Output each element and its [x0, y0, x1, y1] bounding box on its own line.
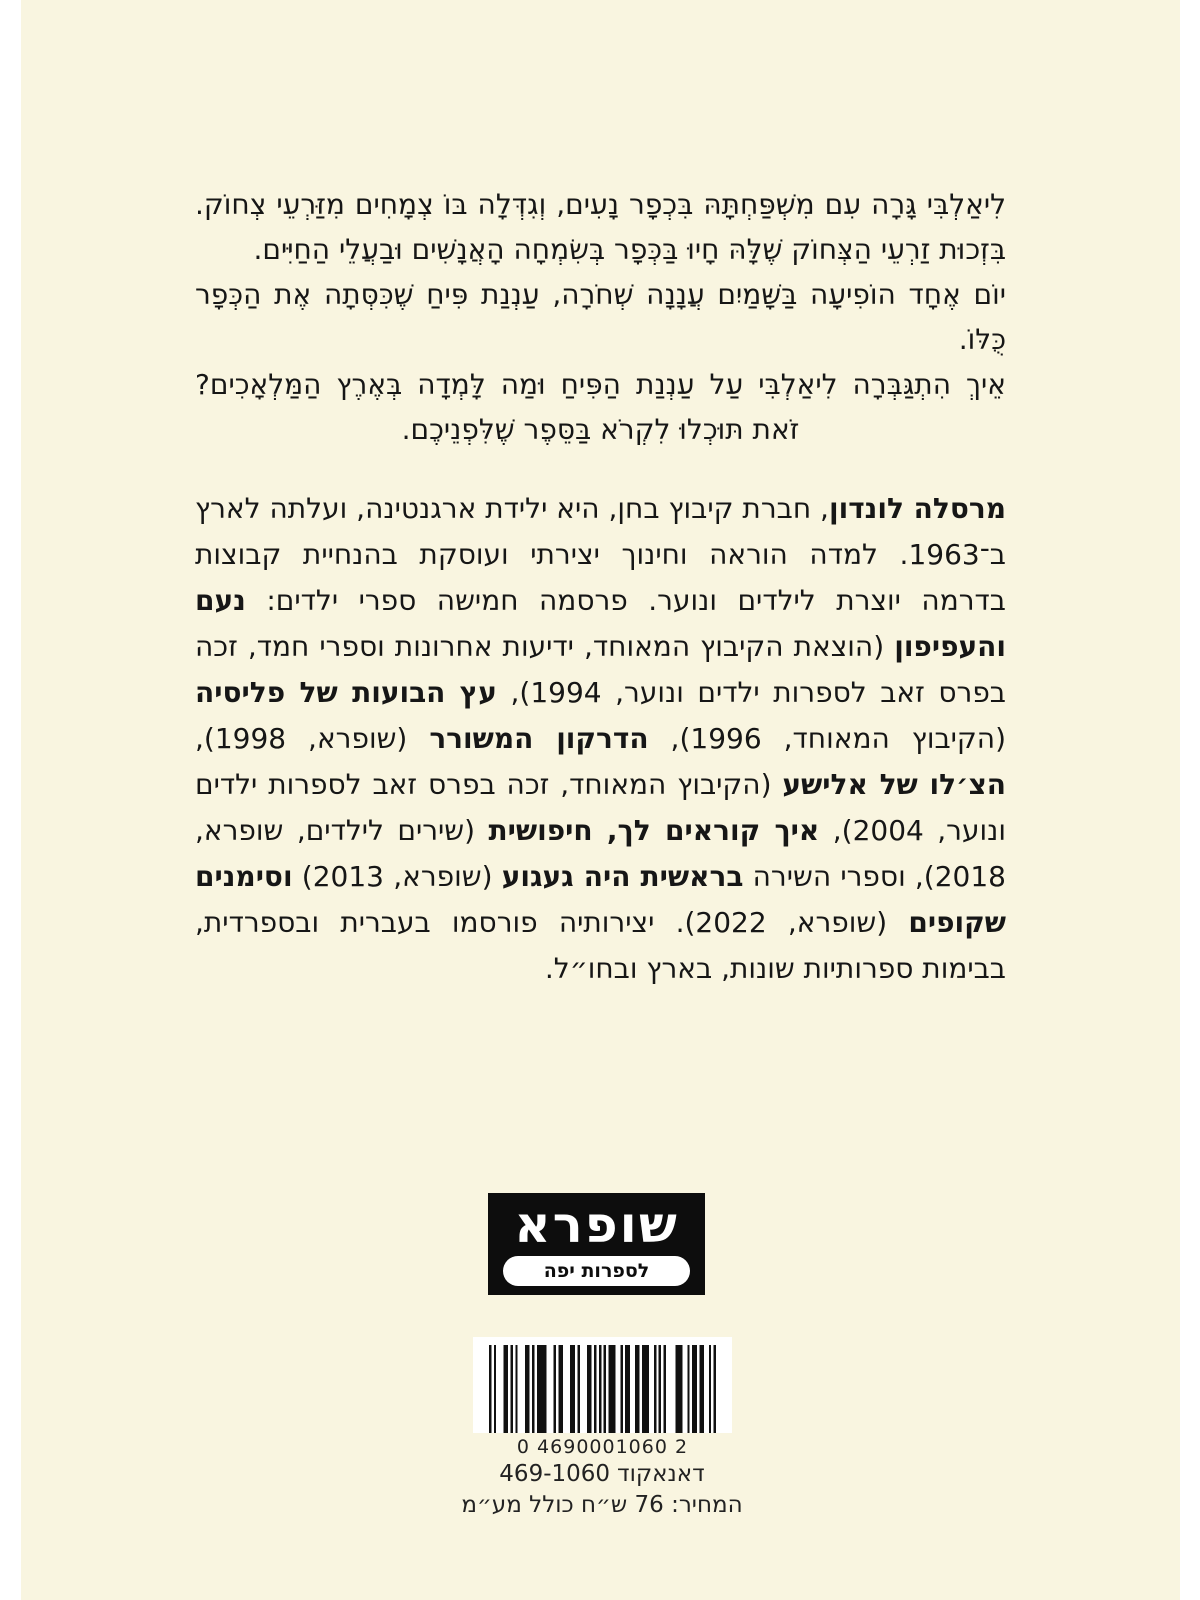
blurb-paragraph-2: יוֹם אֶחָד הוֹפִיעָה בַּשָּׁמַיִם עֲנָנָה שְׁחֹרָה, עַנְנַת פִּיחַ שֶׁכִּסְּתָה אֶת הַכְּפָר כֻּלּוֹ.	[195, 278, 1006, 356]
danacode-label: דאנאקוד	[617, 1461, 705, 1487]
author-bio: מרסלה לונדון, חברת קיבוץ בחן, היא ילידת ארגנטינה, ועלתה לארץ ב־1963. למדה הוראה וחינוך יצירתי ועוסקת בהנחיית קבוצות בדרמה יוצרת לילדים ונוער. פרסמה חמישה ספרי ילדים: נעם והעפיפון (הוצאת הקיבוץ המאוחד, ידיעות אחרונות וספרי חמד, זכה בפרס זאב לספרות ילדים ונוער, 1994), עץ הבועות של פליסיה (הקיבוץ המאוחד, 1996), הדרקון המשורר (שופרא, 1998), הצ׳לו של אלישע (הקיבוץ המאוחד, זכה בפרס זאב לספרות ילדים ונוער, 2004), איך קוראים לך, חיפושית (שירים לילדים, שופרא, 2018), וספרי השירה בראשית היה געגוע (שופרא, 2013) וסימנים שקופים (שופרא, 2022). יצירותיה פורסמו בעברית ובספרדית, בבימות ספרותיות שונות, בארץ ובחו״ל.	[195, 492, 1007, 985]
story-blurb	[195, 182, 1006, 452]
price-label: המחיר: 76 ש״ח כולל מע״מ	[461, 1492, 743, 1518]
blurb-paragraph-1: לִיאַלְבִּי גָּרָה עִם מִשְׁפַּחְתָּהּ בִּכְפָר נָעִים, וְגִדְּלָה בּוֹ צְמָחִים מִזַּרְעֵי צְחוֹק. בִּזְכוּת זַרְעֵי הַצְּחוֹק שֶׁלָּהּ חָיוּ בַּכְּפָר בְּשִׂמְחָה הָאֲנָשִׁים וּבַעֲלֵי הַחַיִּים.	[195, 188, 1006, 266]
danacode-line	[402, 1461, 802, 1487]
publisher-tagline-pill	[503, 1256, 690, 1286]
blurb-paragraph-3: אֵיךְ הִתְגַּבְּרָה לִיאַלְבִּי עַל עַנְנַת הַפִּיחַ וּמַה לָּמְדָה בְּאֶרֶץ הַמַּלְאָכִים? זֹאת תּוּכְלוּ לִקְרֹא בַּסֵּפֶר שֶׁלִּפְנֵיכֶם.	[195, 368, 1006, 446]
cover-background	[21, 0, 1180, 1600]
publisher-name: שופרא	[514, 1196, 679, 1254]
barcode-number: 0 4690001060 2	[516, 1436, 689, 1458]
publisher-tagline: לספרות יפה	[543, 1260, 650, 1282]
barcode	[473, 1337, 732, 1433]
publisher-logo	[488, 1193, 705, 1295]
barcode-bars-icon	[489, 1345, 716, 1433]
danacode-number: 469-1060	[499, 1461, 611, 1487]
